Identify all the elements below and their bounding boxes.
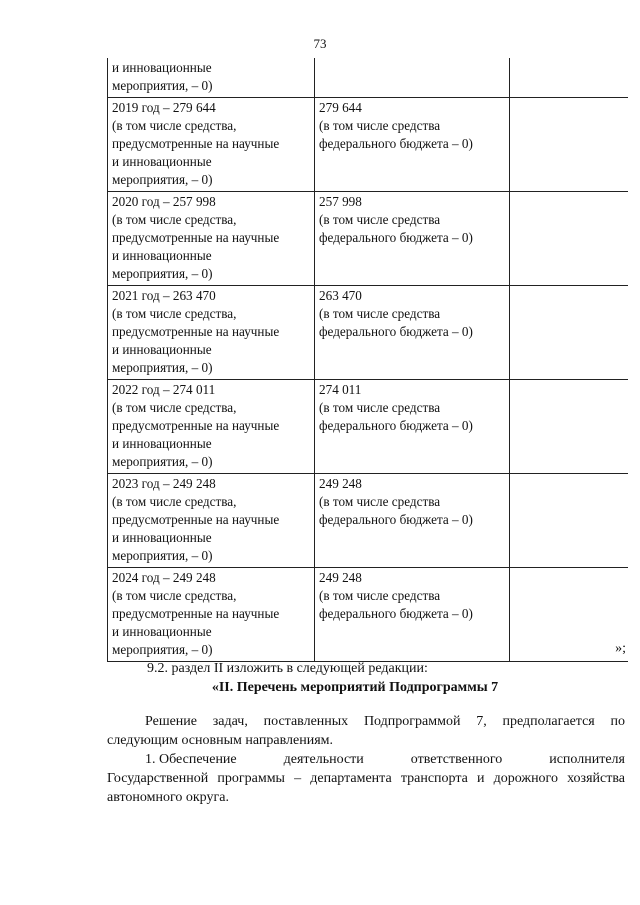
cell-line: (в том числе средства bbox=[319, 306, 441, 321]
cell-line: 2021 год – 263 470 bbox=[112, 288, 216, 303]
cell-line: федерального бюджета – 0) bbox=[319, 606, 473, 621]
cell-line: мероприятия, – 0) bbox=[112, 642, 213, 657]
table-row bbox=[108, 98, 629, 192]
cell-line: (в том числе средства, bbox=[112, 494, 237, 509]
cell-line: мероприятия, – 0) bbox=[112, 78, 213, 93]
paragraph-item-1-lead bbox=[107, 750, 625, 769]
table-cell-col1 bbox=[108, 192, 315, 286]
page-number: 73 bbox=[313, 36, 327, 51]
cell-line: (в том числе средства bbox=[319, 118, 441, 133]
paragraph-directions bbox=[107, 712, 625, 750]
table-cell-col2 bbox=[315, 286, 510, 380]
cell-line: и инновационные bbox=[112, 154, 212, 169]
paragraph-directions-text: Решение задач, поставленных Подпрограммой 7, предполагается по следующим основным направлениям. bbox=[107, 714, 625, 748]
cell-line: предусмотренные на научные bbox=[112, 512, 280, 527]
lead-word-4: исполнителя bbox=[549, 752, 625, 767]
cell-line: (в том числе средства bbox=[319, 212, 441, 227]
cell-line: 257 998 bbox=[319, 194, 362, 209]
cell-line: и инновационные bbox=[112, 248, 212, 263]
cell-line: 249 248 bbox=[319, 570, 362, 585]
cell-line: предусмотренные на научные bbox=[112, 324, 280, 339]
cell-line: (в том числе средства bbox=[319, 400, 441, 415]
cell-line: предусмотренные на научные bbox=[112, 606, 280, 621]
lead-word-3: ответственного bbox=[410, 752, 503, 767]
cell-line: мероприятия, – 0) bbox=[112, 172, 213, 187]
lead-word-1: 1. Обеспечение bbox=[145, 752, 237, 767]
cell-line: (в том числе средства, bbox=[112, 118, 237, 133]
cell-line: и инновационные bbox=[112, 436, 212, 451]
cell-line: 279 644 bbox=[319, 100, 362, 115]
table-row bbox=[108, 286, 629, 380]
table-cell-col1 bbox=[108, 286, 315, 380]
table-row bbox=[108, 192, 629, 286]
table-row bbox=[108, 380, 629, 474]
table-cell-col1 bbox=[108, 474, 315, 568]
cell-line: (в том числе средства, bbox=[112, 306, 237, 321]
cell-line: (в том числе средства, bbox=[112, 588, 237, 603]
table-row bbox=[108, 474, 629, 568]
cell-line: 263 470 bbox=[319, 288, 362, 303]
table-cell-col2 bbox=[315, 192, 510, 286]
cell-line: федерального бюджета – 0) bbox=[319, 512, 473, 527]
section-title: «II. Перечень мероприятий Подпрограммы 7 bbox=[211, 680, 499, 695]
cell-line: и инновационные bbox=[112, 60, 212, 75]
cell-line: 2022 год – 274 011 bbox=[112, 382, 216, 397]
cell-line: (в том числе средства, bbox=[112, 212, 237, 227]
cell-line: (в том числе средства, bbox=[112, 400, 237, 415]
lead-word-2: деятельности bbox=[283, 752, 364, 767]
cell-line: федерального бюджета – 0) bbox=[319, 418, 473, 433]
cell-line: мероприятия, – 0) bbox=[112, 548, 213, 563]
cell-line: 249 248 bbox=[319, 476, 362, 491]
cell-line: 2020 год – 257 998 bbox=[112, 194, 216, 209]
cell-line: (в том числе средства bbox=[319, 588, 441, 603]
cell-line: федерального бюджета – 0) bbox=[319, 230, 473, 245]
amendment-line: 9.2. раздел II изложить в следующей редакции: bbox=[147, 661, 428, 676]
table-cell-col2 bbox=[315, 568, 510, 662]
cell-line: мероприятия, – 0) bbox=[112, 266, 213, 281]
cell-line: 2023 год – 249 248 bbox=[112, 476, 216, 491]
table-cell-col3 bbox=[510, 58, 629, 98]
cell-line: 2024 год – 249 248 bbox=[112, 570, 216, 585]
cell-line: и инновационные bbox=[112, 624, 212, 639]
paragraph-item-1 bbox=[107, 750, 625, 807]
cell-line: федерального бюджета – 0) bbox=[319, 324, 473, 339]
cell-line: 274 011 bbox=[319, 382, 362, 397]
cell-line: и инновационные bbox=[112, 530, 212, 545]
table-row bbox=[108, 58, 629, 98]
cell-line: мероприятия, – 0) bbox=[112, 454, 213, 469]
cell-line: 2019 год – 279 644 bbox=[112, 100, 216, 115]
table-cell-col3 bbox=[510, 98, 629, 192]
table-cell-col2 bbox=[315, 58, 510, 98]
cell-line: предусмотренные на научные bbox=[112, 418, 280, 433]
cell-line: мероприятия, – 0) bbox=[112, 360, 213, 375]
table-row bbox=[108, 568, 629, 662]
cell-line: предусмотренные на научные bbox=[112, 230, 280, 245]
table-cell-col3 bbox=[510, 568, 629, 662]
cell-line: федерального бюджета – 0) bbox=[319, 136, 473, 151]
paragraph-item-1-rest: Государственной программы – департамента транспорта и дорожного хозяйства автономного округа. bbox=[107, 771, 625, 805]
funding-table bbox=[107, 58, 628, 662]
cell-line: (в том числе средства bbox=[319, 494, 441, 509]
table-cell-col1 bbox=[108, 380, 315, 474]
table-cell-col2 bbox=[315, 98, 510, 192]
table-cell-col3 bbox=[510, 474, 629, 568]
table-cell-col1 bbox=[108, 58, 315, 98]
table-cell-col3 bbox=[510, 192, 629, 286]
table-cell-col1 bbox=[108, 98, 315, 192]
closing-quote-mark: »; bbox=[615, 641, 626, 656]
table-cell-col2 bbox=[315, 380, 510, 474]
cell-line: и инновационные bbox=[112, 342, 212, 357]
table-cell-col3 bbox=[510, 380, 629, 474]
table-cell-col2 bbox=[315, 474, 510, 568]
cell-line: предусмотренные на научные bbox=[112, 136, 280, 151]
table-cell-col1 bbox=[108, 568, 315, 662]
table-cell-col3 bbox=[510, 286, 629, 380]
